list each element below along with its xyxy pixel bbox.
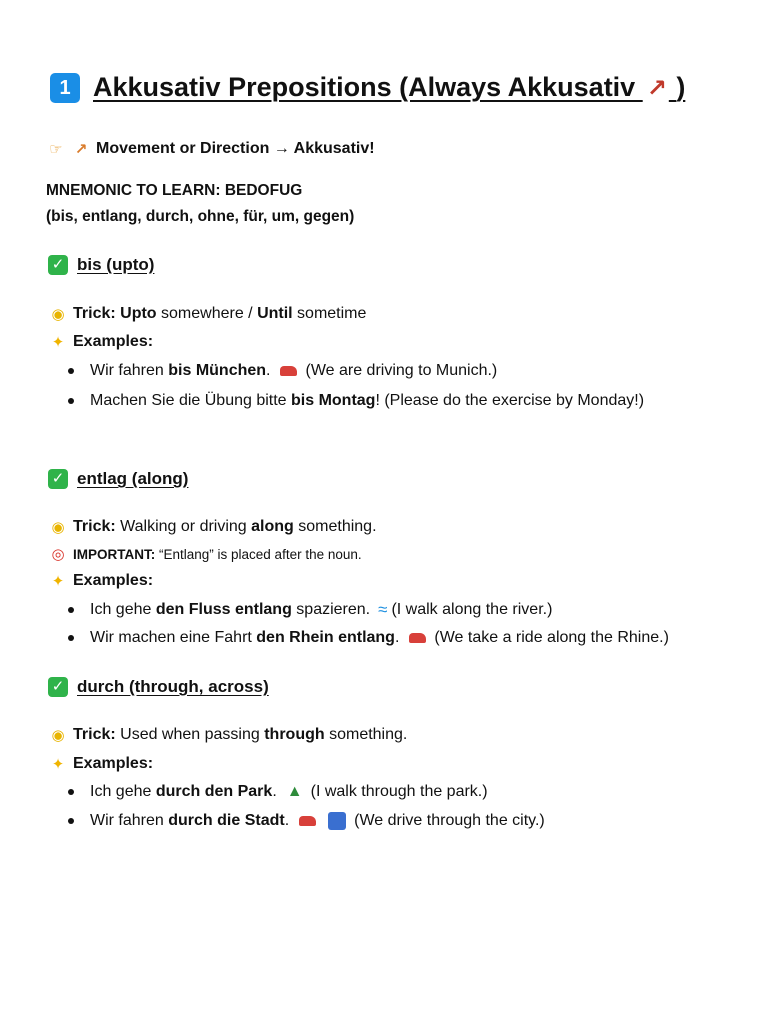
title-text xyxy=(93,72,685,103)
example-translation: (We are driving to Munich.) xyxy=(305,362,498,379)
important-line xyxy=(48,545,362,563)
trick-label: Trick: xyxy=(73,518,116,535)
trick-bold: through xyxy=(264,726,325,743)
example-text: Machen Sie die Übung bitte xyxy=(90,392,292,409)
important-text: “Entlang” is placed after the noun. xyxy=(155,546,362,562)
example-translation: (I walk along the river.) xyxy=(391,601,553,618)
check-mark-button-icon: ✓ xyxy=(48,469,68,489)
trick-label: Trick: xyxy=(73,305,116,322)
example-translation: (I walk through the park.) xyxy=(310,783,488,800)
example-text: Ich gehe xyxy=(90,783,156,800)
example-bold: bis München xyxy=(168,362,267,379)
examples-label-line xyxy=(48,755,153,773)
mnemonic-line-1: MNEMONIC TO LEARN: BEDOFUG xyxy=(46,182,303,199)
check-mark-button-icon: ✓ xyxy=(48,677,68,697)
example-text: Wir fahren xyxy=(90,812,169,829)
examples-label-line xyxy=(48,333,153,351)
trick-text: Walking or driving xyxy=(115,518,252,535)
intro-text: Movement or Direction → Akkusativ! xyxy=(96,140,375,157)
car-icon xyxy=(409,633,426,643)
sparkles-icon: ✦ xyxy=(51,756,65,773)
example-text: Ich gehe xyxy=(90,601,156,618)
example-text: spazieren. xyxy=(291,601,371,618)
example-text: Wir machen eine Fahrt xyxy=(90,629,257,646)
trick-line xyxy=(48,305,366,323)
example-text: . xyxy=(394,629,400,646)
list-item xyxy=(68,629,669,647)
cityscape-icon xyxy=(328,812,346,830)
examples-label: Examples: xyxy=(73,333,154,350)
direct-hit-icon: ◎ xyxy=(51,546,65,563)
bullet-dot xyxy=(68,607,74,613)
title-main: Akkusativ Prepositions (Always Akkusativ xyxy=(93,72,643,102)
examples-label: Examples: xyxy=(73,572,154,589)
example-text: . xyxy=(266,362,271,379)
example-text: . xyxy=(272,783,277,800)
heading-label: durch (through, across) xyxy=(77,677,269,696)
list-item xyxy=(68,783,488,801)
section-heading-durch xyxy=(48,677,269,697)
car-icon xyxy=(299,816,316,826)
tree-icon: ▲ xyxy=(286,783,303,800)
heading-label: bis (upto) xyxy=(77,255,155,274)
example-translation: (We take a ride along the Rhine.) xyxy=(434,629,669,646)
trick-text: something. xyxy=(324,726,408,743)
rocket-icon: ↗ xyxy=(646,75,667,102)
trick-text: something. xyxy=(293,518,377,535)
light-bulb-icon: ◉ xyxy=(51,727,65,744)
heading-label: entlag (along) xyxy=(77,469,189,488)
trick-text: sometime xyxy=(292,305,367,322)
example-bold: den Fluss entlang xyxy=(155,601,292,618)
list-item xyxy=(68,600,552,620)
bullet-dot xyxy=(68,368,74,374)
trick-label: Trick: xyxy=(73,726,116,743)
trick-bold: Upto xyxy=(120,305,157,322)
section-heading-entlang xyxy=(48,469,188,489)
example-translation: (We drive through the city.) xyxy=(354,812,545,829)
section-heading-bis xyxy=(48,255,154,275)
example-bold: durch die Stadt xyxy=(168,812,285,829)
light-bulb-icon: ◉ xyxy=(51,306,65,323)
runner-icon: ↗ xyxy=(74,141,88,158)
example-text: ! (Please do the exercise by Monday!) xyxy=(375,392,645,409)
trick-line xyxy=(48,518,377,536)
light-bulb-icon: ◉ xyxy=(51,519,65,536)
example-text: Wir fahren xyxy=(90,362,169,379)
example-bold: durch den Park xyxy=(155,783,273,800)
trick-text: Used when passing xyxy=(115,726,265,743)
list-item xyxy=(68,362,497,380)
important-label: IMPORTANT: xyxy=(73,546,156,562)
trick-bold: Until xyxy=(257,305,293,322)
mnemonic-line-2: (bis, entlang, durch, ohne, für, um, gegen) xyxy=(46,208,355,225)
car-icon xyxy=(280,366,297,376)
bullet-dot xyxy=(68,818,74,824)
list-item xyxy=(68,812,545,830)
intro-line xyxy=(46,140,375,158)
trick-line xyxy=(48,726,407,744)
sparkles-icon: ✦ xyxy=(51,573,65,590)
trick-bold: along xyxy=(251,518,294,535)
check-mark-button-icon: ✓ xyxy=(48,255,68,275)
examples-label: Examples: xyxy=(73,755,154,772)
water-wave-icon: ≈ xyxy=(378,600,388,619)
title-close: ) xyxy=(676,72,686,102)
list-item xyxy=(68,392,644,410)
examples-label-line xyxy=(48,572,153,590)
bullet-dot xyxy=(68,789,74,795)
pointing-right-icon: ☞ xyxy=(49,141,63,158)
example-text: . xyxy=(284,812,290,829)
keycap-one-icon: 1 xyxy=(50,73,80,103)
sparkles-icon: ✦ xyxy=(51,334,65,351)
trick-text: somewhere / xyxy=(156,305,258,322)
example-bold: den Rhein entlang xyxy=(256,629,395,646)
page-title xyxy=(50,72,685,103)
example-bold: bis Montag xyxy=(291,392,376,409)
bullet-dot xyxy=(68,398,74,404)
bullet-dot xyxy=(68,635,74,641)
